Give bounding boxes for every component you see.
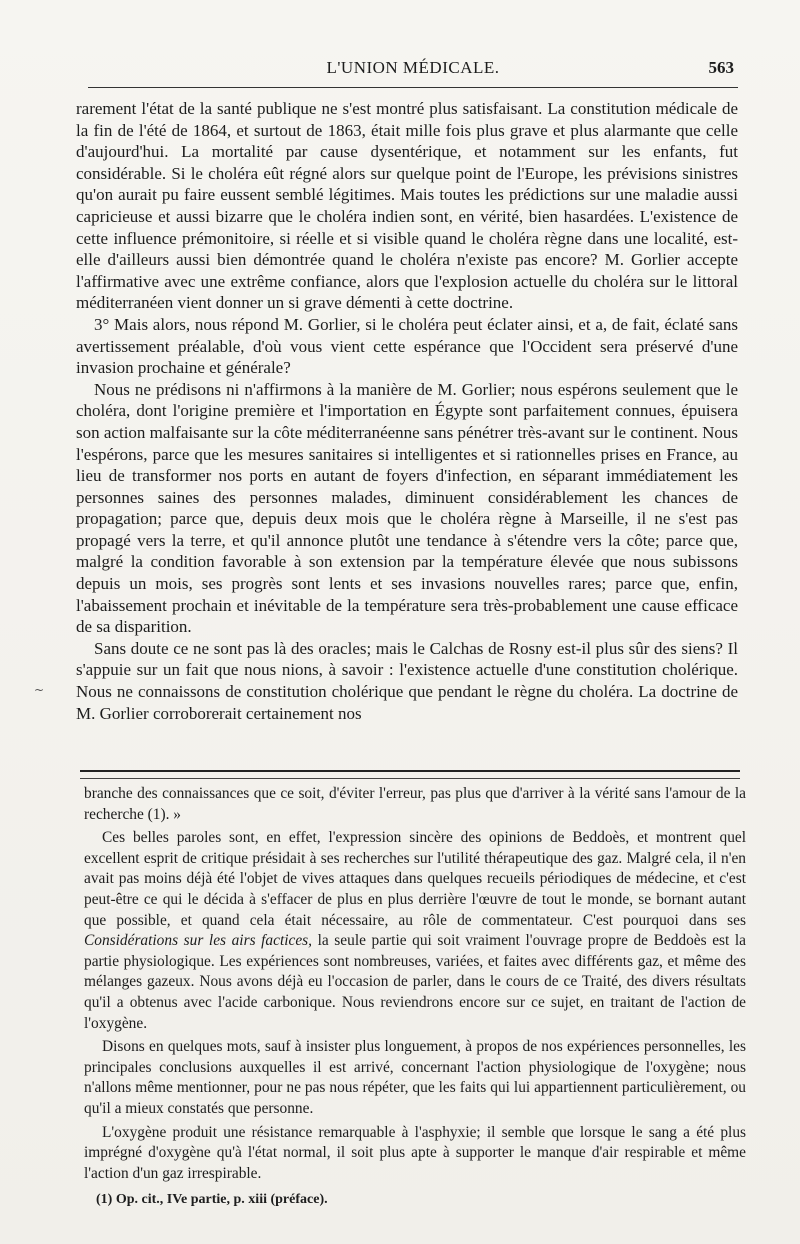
paragraph: Disons en quelques mots, sauf à insister plus longuement, à propos de nos expériences personnelles, les principales conclusions auxquelles il est arrivé, concernant l'action physiologique de l'oxygène; nous n'allons même mentionner, pour ne pas nous répéter, que les faits qui lui appartiennent particulièrement, ou qu'il a mieux constatés que personne. (84, 1038, 746, 1117)
journal-title: L'UNION MÉDICALE. (326, 58, 500, 77)
paragraph-text: la seule partie qui soit vraiment l'ouvrage propre de Beddoès est la partie physiologique. Les expériences sont nombreuses, variées, et faites avec différents gaz, et même des mélanges gazeux. Nous avons déjà eu l'occasion de parler, dans le cours de ce Traité, des divers résultats qu'il a obtenus avec l'acide carbonique. Nous reviendrons encore sur ce sujet, en traitant de l'action de l'oxygène. (84, 932, 746, 1032)
paragraph: rarement l'état de la santé publique ne s'est montré plus satisfaisant. La constitution médicale de la fin de l'été de 1864, et surtout de 1863, était mille fois plus grave et plus alarmante que celle d'aujourd'hui. La mortalité par cause dysentérique, et notamment sur les enfants, fut considérable. Si le choléra eût régné alors sur quelque point de l'Europe, les prévisions sinistres qu'on aurait pu faire eussent semblé légitimes. Mais toutes les prédictions sur une maladie aussi capricieuse et aussi bizarre que le choléra indien sont, en vérité, bien hasardées. L'existence de cette influence prémonitoire, si réelle et si visible quand le choléra règne dans une localité, est-elle d'ailleurs aussi bien démontrée quand le choléra n'existe pas encore? M. Gorlier accepte l'affirmative avec une extrême confiance, alors que l'explosion actuelle du choléra sur le littoral méditerranéen vient donner un si grave démenti à cette doctrine. (76, 99, 738, 313)
paragraph: Sans doute ce ne sont pas là des oracles; mais le Calchas de Rosny est-il plus sûr des siens? Il s'appuie sur un fait que nous nions, à savoir : l'existence actuelle d'une constitution cholérique. Nous ne connaissons de constitution cholérique que pendant le règne du choléra. La doctrine de M. Gorlier corroborerait certainement nos (76, 638, 738, 723)
section-separator (80, 770, 740, 779)
margin-mark: ~ (34, 683, 45, 697)
running-head (88, 58, 738, 86)
paragraph: branche des connaissances que ce soit, d'éviter l'erreur, pas plus que d'arriver à la vérité sans l'amour de la recherche (1). » (84, 785, 746, 823)
paragraph: L'oxygène produit une résistance remarquable à l'asphyxie; il semble que lorsque le sang a été plus imprégné d'oxygène qu'à l'état normal, il soit plus apte à supporter le manque d'air respirable et même l'action d'un gaz irrespirable. (84, 1123, 746, 1182)
header-rule (88, 87, 738, 88)
paragraph: 3° Mais alors, nous répond M. Gorlier, si le choléra peut éclater ainsi, et a, de fait, éclaté sans avertissement préalable, d'où vous vient cette espérance que l'Occident sera préservé d'une invasion prochaine et générale? (76, 314, 738, 378)
feuilleton-body (84, 784, 746, 1187)
paragraph-text: Ces belles paroles sont, en effet, l'expression sincère des opinions de Beddoès, et montrent quel excellent esprit de critique présidait à ses recherches sur l'utilité thérapeutique des gaz. Malgré cela, il n'en avait pas moins déjà été l'objet de vives attaques dans quelques recueils périodiques de médecine, et c'est peut-être ce qui le décida à s'effacer de plus en plus derrière l'œuvre de tout le monde, se bornant autant que possible, et quand cela était nécessaire, au rôle de commentateur. C'est pourquoi dans ses (84, 829, 746, 929)
article-body (76, 98, 738, 724)
book-title: Considérations sur les airs factices, (84, 932, 313, 950)
paragraph (84, 828, 746, 1034)
paragraph: Nous ne prédisons ni n'affirmons à la manière de M. Gorlier; nous espérons seulement que le choléra, dont l'origine première et l'importation en Égypte sont parfaitement connues, épuisera son action malfaisante sur la côte méditerranéenne sans pénétrer très-avant sur le continent. Nous l'espérons, parce que les mesures sanitaires si intelligentes et si rationnelles prises en France, au lieu de transformer nos ports en autant de foyers d'infection, en séparant immédiatement les personnes saines des personnes malades, diminuent considérablement les chances de propagation; parce que, depuis deux mois que le choléra règne à Marseille, il ne s'est pas propagé vers la terre, et qu'il annonce plutôt une tendance à s'étendre vers la côte; parce que, malgré la condition favorable à son extension par la température élevée que nous subissons depuis un mois, ses progrès sont lents et ses invasions nouvelles rares; parce que, enfin, l'abaissement prochain et inévitable de la température sera très-probablement une cause efficace de sa disparition. (76, 379, 738, 637)
page-number: 563 (708, 58, 734, 77)
footnote: (1) Op. cit., IVe partie, p. xiii (préface). (96, 1192, 328, 1207)
